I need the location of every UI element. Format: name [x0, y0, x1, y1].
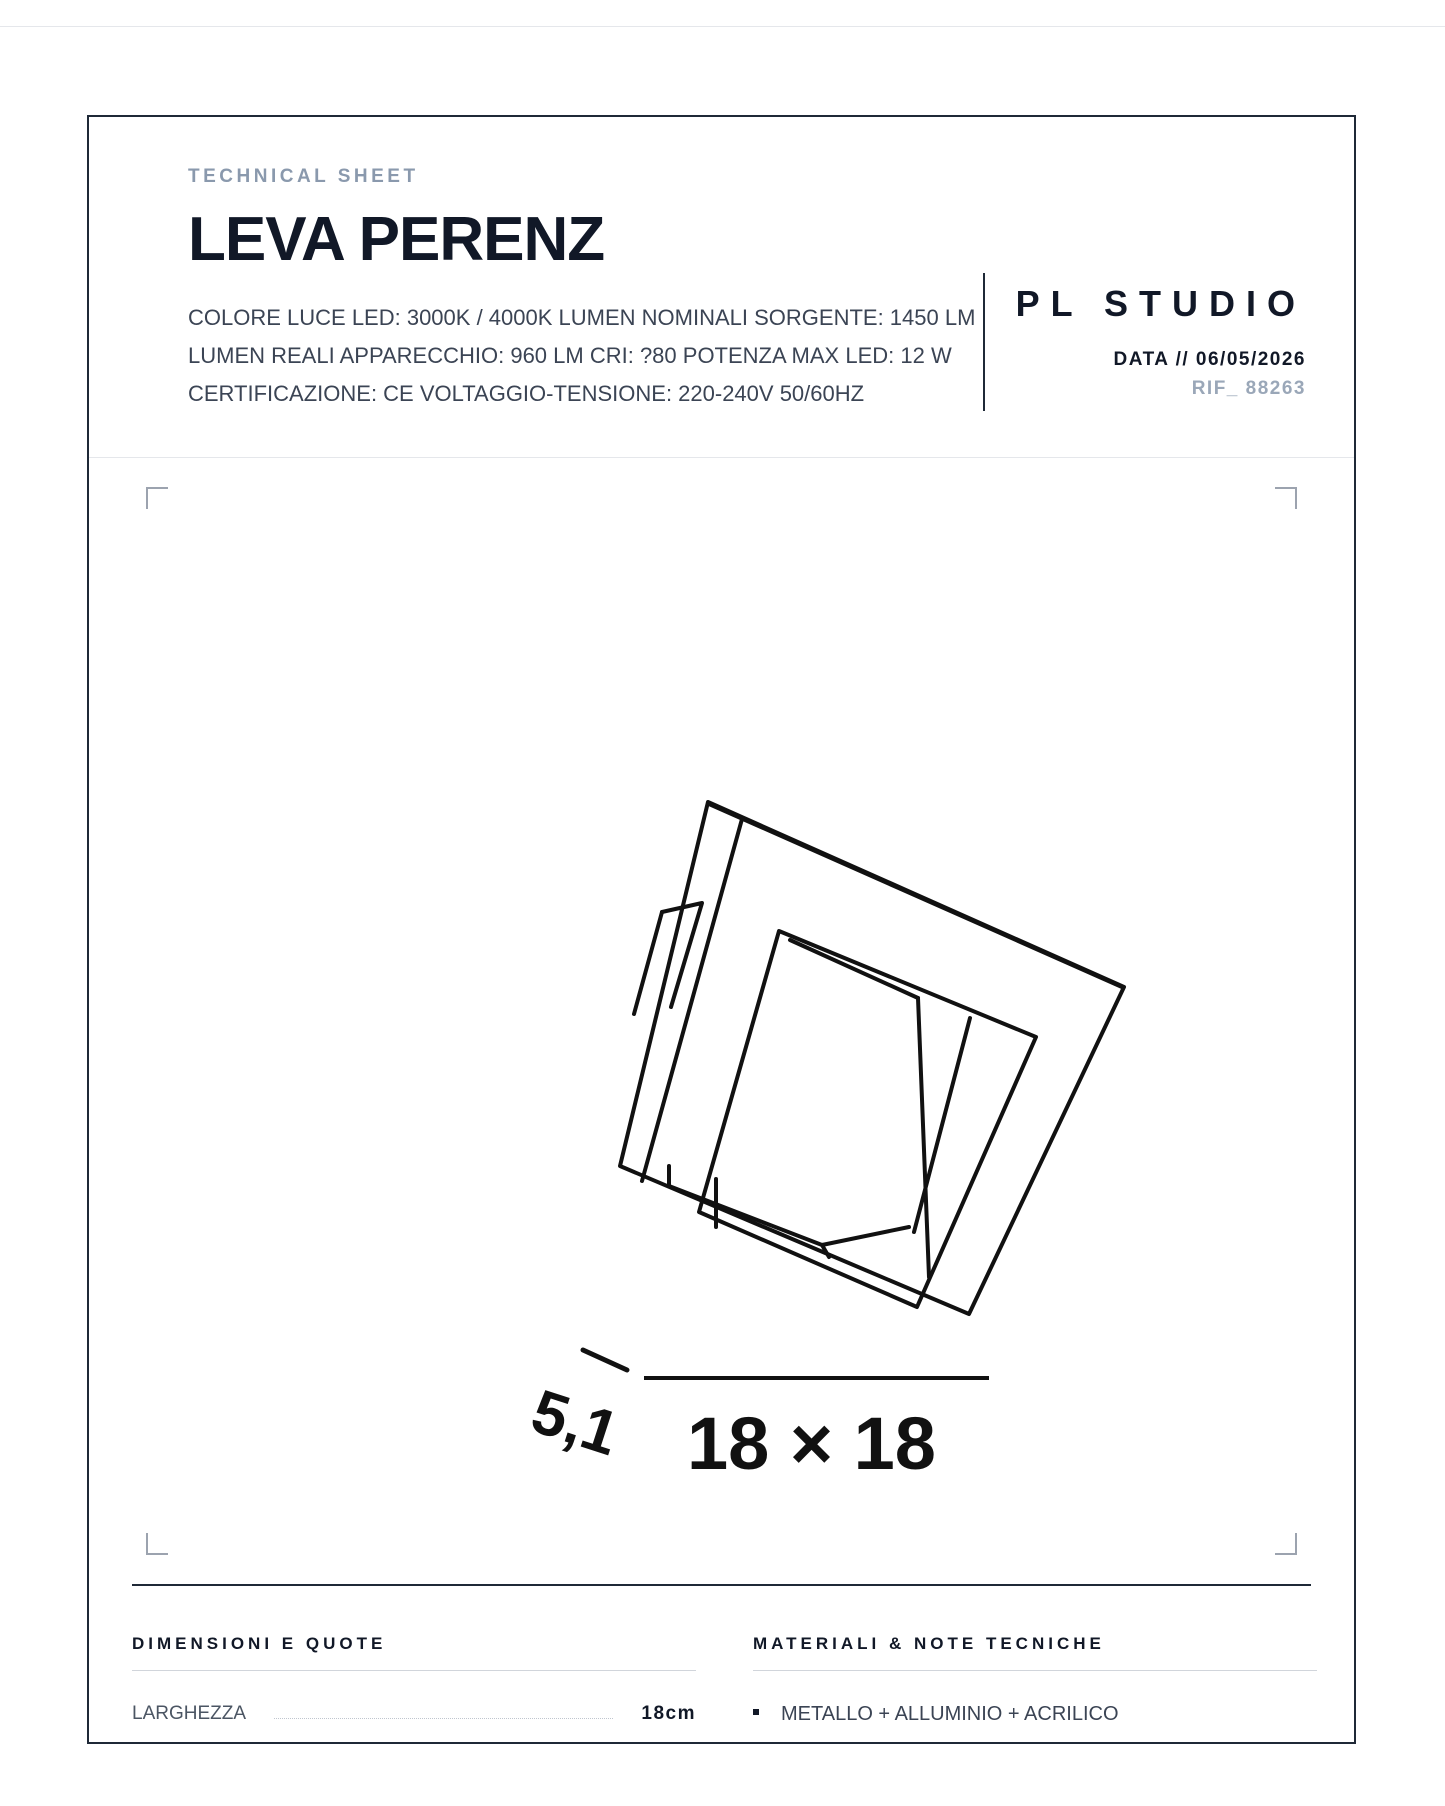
page-top-rule	[0, 26, 1445, 27]
dimension-leader	[274, 1718, 613, 1719]
sheet-reference: RIF_ 88263	[1191, 378, 1306, 399]
header-divider	[983, 273, 985, 411]
material-item	[753, 1703, 1317, 1726]
dimension-value: 18cm	[641, 1703, 696, 1724]
product-drawing	[289, 657, 1149, 1477]
technical-sheet	[87, 115, 1356, 1744]
sheet-date: DATA // 06/05/2026	[1113, 349, 1306, 370]
lamp-inner-frame	[699, 931, 1036, 1307]
size-label: 18 × 18	[687, 1402, 936, 1477]
spec-line: LUMEN REALI APPARECCHIO: 960 LM CRI: ?80 POTENZA MAX LED: 12 W	[188, 343, 952, 368]
lamp-back-panel	[634, 912, 662, 1014]
crop-mark-top-left	[146, 487, 168, 509]
bullet-icon	[753, 1709, 759, 1715]
dimensions-title: DIMENSIONI E QUOTE	[132, 1634, 696, 1671]
materials-title: MATERIALI & NOTE TECNICHE	[753, 1634, 1317, 1671]
sheet-header	[89, 117, 1354, 458]
dimension-label: LARGHEZZA	[132, 1703, 247, 1724]
lamp-inner-edge	[918, 998, 929, 1277]
depth-tick	[583, 1350, 627, 1370]
lamp-inner-edge	[790, 940, 918, 998]
sheet-eyebrow: TECHNICAL SHEET	[188, 166, 419, 187]
lamp-outer-frame	[620, 802, 1124, 1314]
crop-mark-bottom-right	[1275, 1533, 1297, 1555]
spec-line: COLORE LUCE LED: 3000K / 4000K LUMEN NOMINALI SORGENTE: 1450 LM	[188, 305, 976, 330]
dimension-row	[132, 1703, 696, 1725]
bottom-rule	[132, 1584, 1311, 1586]
crop-mark-top-right	[1275, 487, 1297, 509]
product-title: LEVA PERENZ	[188, 205, 605, 274]
depth-label: 5,1	[523, 1376, 627, 1470]
material-text: METALLO + ALLUMINIO + ACRILICO	[781, 1703, 1119, 1725]
dimensions-section	[132, 1634, 696, 1725]
spec-line: CERTIFICAZIONE: CE VOLTAGGIO-TENSIONE: 220-240V 50/60HZ	[188, 381, 865, 406]
lamp-base	[669, 1166, 909, 1245]
lamp-line-drawing	[289, 657, 1149, 1477]
materials-section	[753, 1634, 1317, 1726]
crop-mark-bottom-left	[146, 1533, 168, 1555]
studio-name: PL STUDIO	[1015, 283, 1306, 324]
